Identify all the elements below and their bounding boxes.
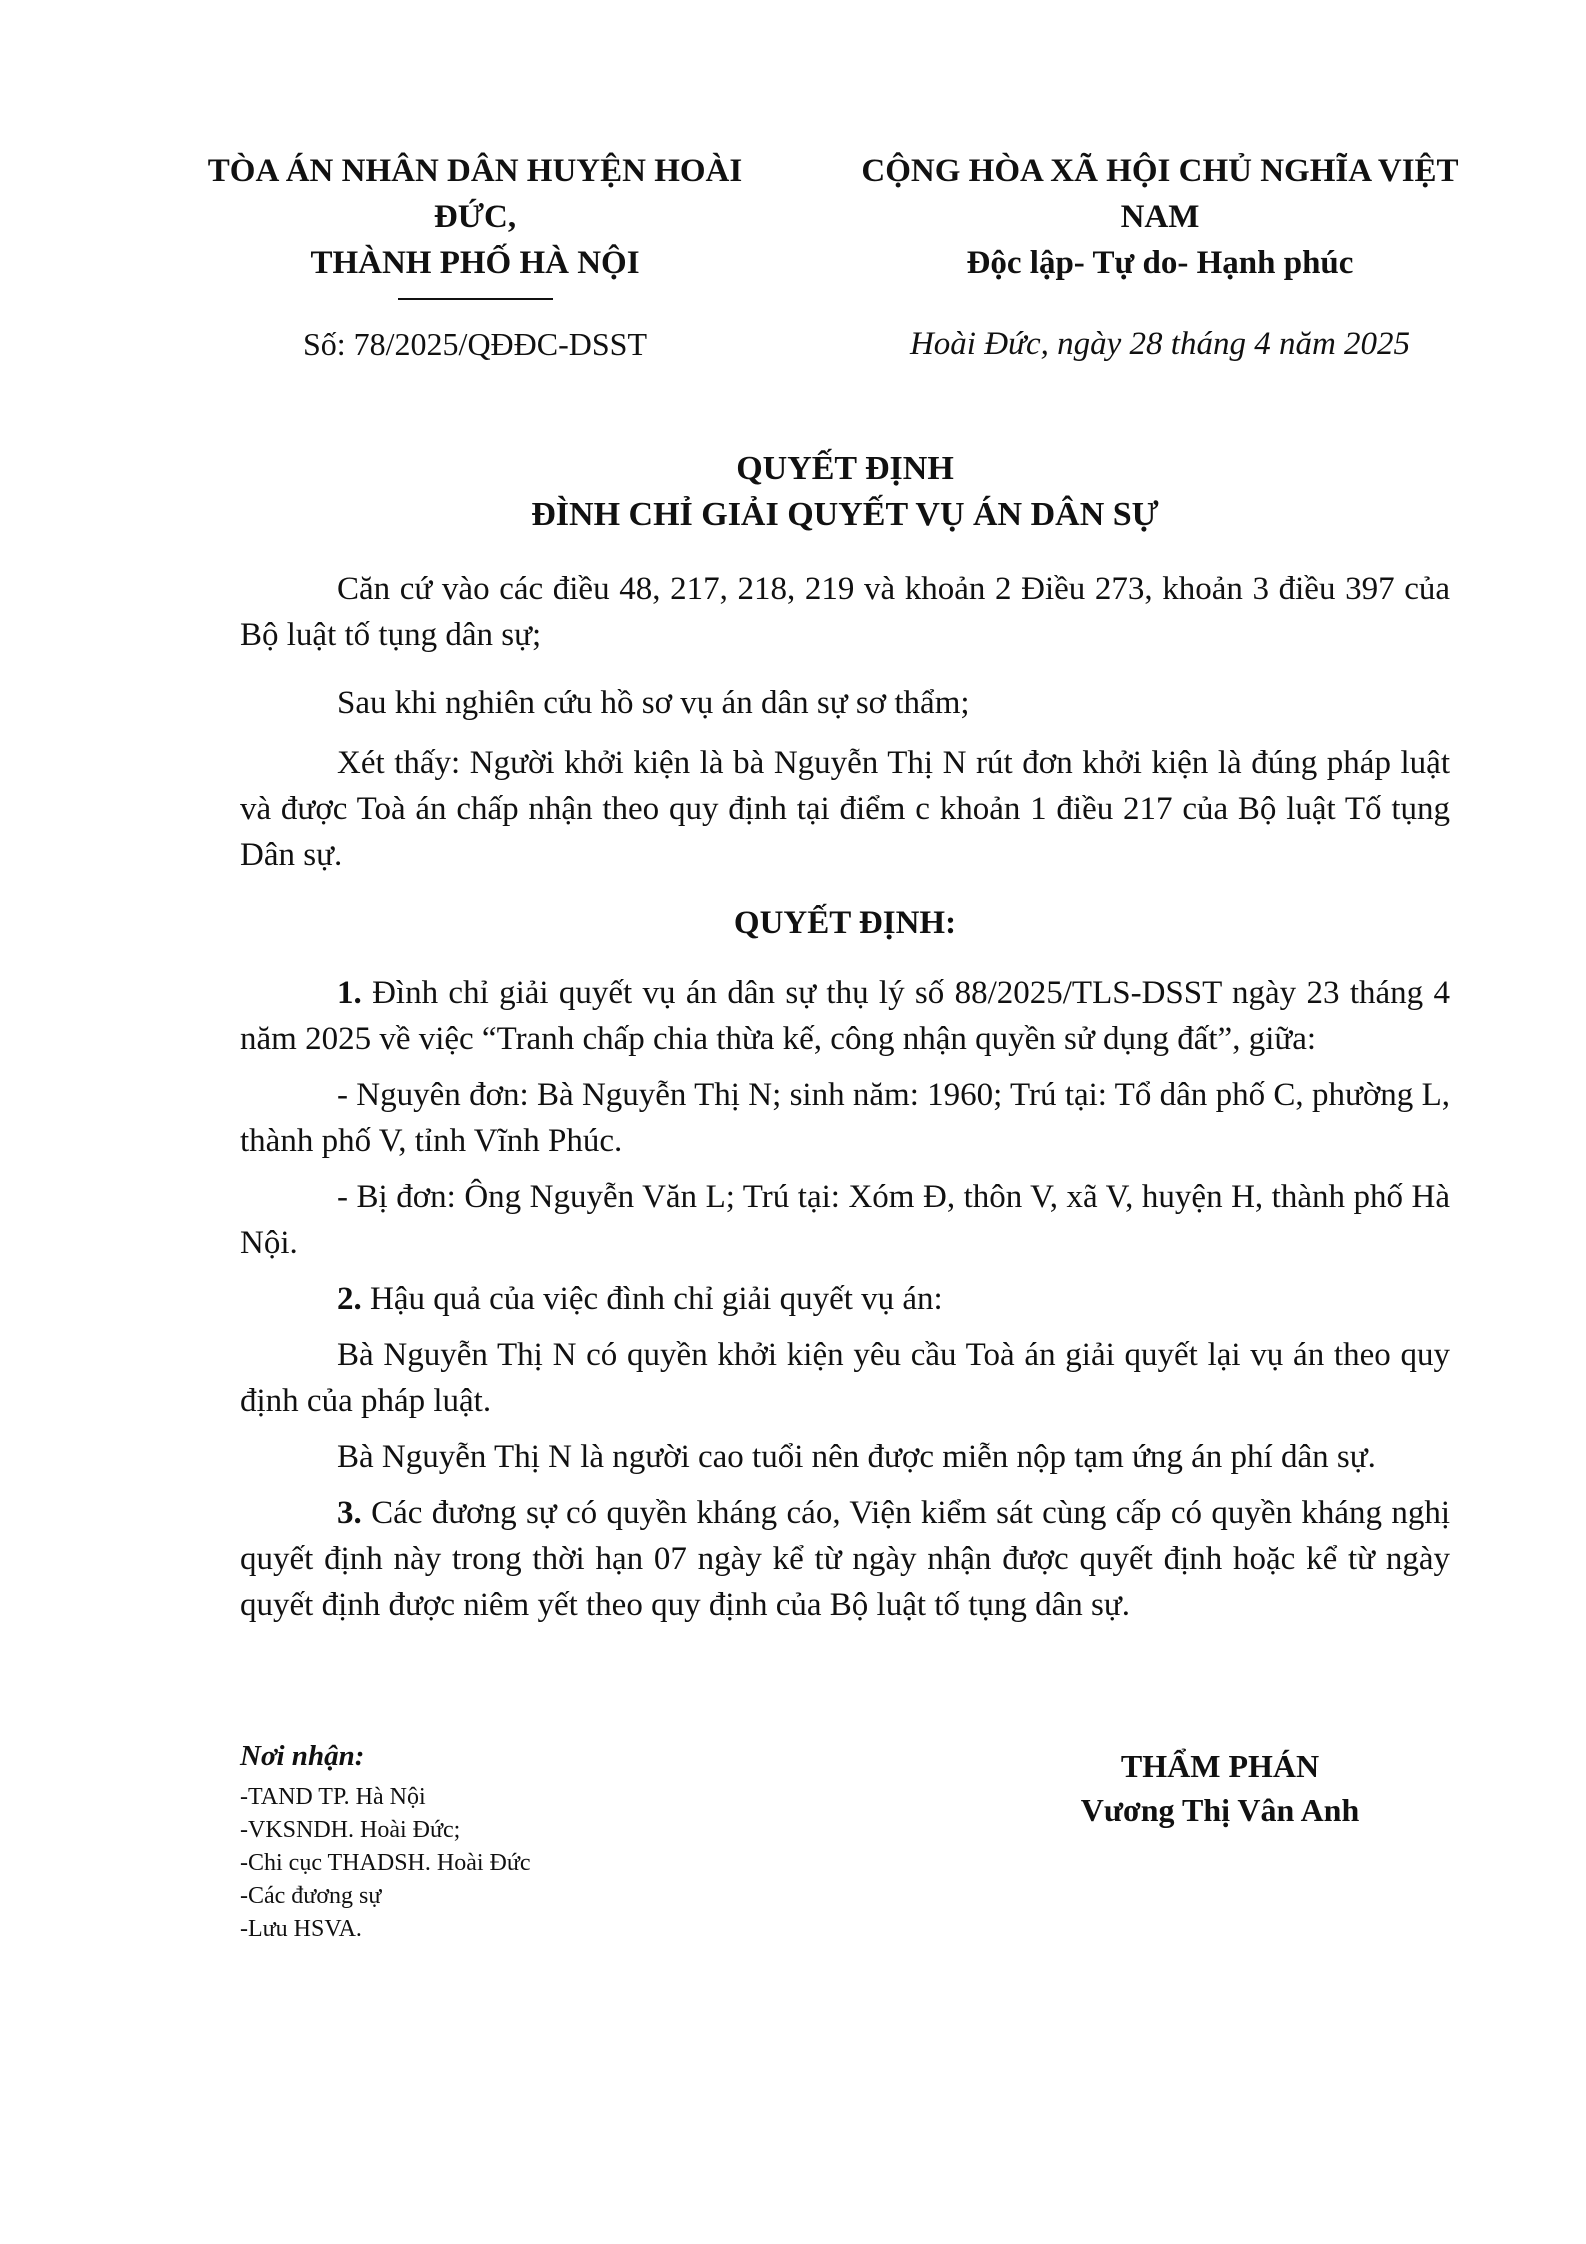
- recipient-item: -Lưu HSVA.: [240, 1916, 362, 1942]
- document-number: Số: 78/2025/QĐĐC-DSST: [302, 326, 648, 362]
- court-name-line2: ĐỨC,: [433, 199, 517, 235]
- header-divider: [398, 298, 553, 300]
- document-title: [240, 446, 1450, 538]
- signer-role: THẨM PHÁN: [1120, 1748, 1320, 1784]
- decision-item-1: [240, 970, 1450, 1062]
- court-name-line1: TÒA ÁN NHÂN DÂN HUYỆN HOÀI: [207, 153, 743, 189]
- recipients-block: [240, 1740, 800, 1946]
- recipient-item: -VKSNDH. Hoài Đức;: [240, 1817, 461, 1843]
- place-and-date: Hoài Đức, ngày 28 tháng 4 năm 2025: [909, 326, 1411, 362]
- consequence-paragraph-1: Bà Nguyễn Thị N có quyền khởi kiện yêu cầu Toà án giải quyết lại vụ án theo quy định của pháp luật.: [240, 1337, 1450, 1419]
- decision-item-2: [240, 1276, 1450, 1322]
- court-header: [165, 148, 785, 300]
- country-name-line1: CỘNG HÒA XÃ HỘI CHỦ NGHĨA VIỆT: [861, 153, 1459, 189]
- recipients-title: Nơi nhận:: [240, 1740, 365, 1772]
- review-paragraph: Sau khi nghiên cứu hồ sơ vụ án dân sự sơ thẩm;: [337, 685, 970, 721]
- signer-name: Vương Thị Vân Anh: [1080, 1792, 1360, 1828]
- consequence-paragraph-2: Bà Nguyễn Thị N là người cao tuổi nên được miễn nộp tạm ứng án phí dân sự.: [337, 1439, 1376, 1475]
- document-body: [240, 566, 1450, 1628]
- decision-heading: QUYẾT ĐỊNH:: [733, 905, 957, 941]
- plaintiff-paragraph: - Nguyên đơn: Bà Nguyễn Thị N; sinh năm: 1960; Trú tại: Tổ dân phố C, phường L, thành phố V, tỉnh Vĩnh Phúc.: [240, 1077, 1450, 1159]
- item-1-number: 1.: [337, 975, 362, 1011]
- item-2-text: Hậu quả của việc đình chỉ giải quyết vụ án:: [361, 1281, 943, 1317]
- recipient-item: -TAND TP. Hà Nội: [240, 1784, 426, 1810]
- item-1-text: Đình chỉ giải quyết vụ án dân sự thụ lý số 88/2025/TLS-DSST ngày 23 tháng 4 năm 2025 về việc “Tranh chấp chia thừa kế, công nhận quyền sử dụng đất”, giữa:: [240, 975, 1450, 1057]
- title-line2: ĐÌNH CHỈ GIẢI QUYẾT VỤ ÁN DÂN SỰ: [531, 496, 1159, 533]
- signature-block: [1010, 1744, 1430, 1832]
- item-3-number: 3.: [337, 1495, 362, 1531]
- title-line1: QUYẾT ĐỊNH: [736, 450, 954, 487]
- recipient-item: -Các đương sự: [240, 1883, 382, 1909]
- defendant-paragraph: - Bị đơn: Ông Nguyễn Văn L; Trú tại: Xóm Đ, thôn V, xã V, huyện H, thành phố Hà Nội.: [240, 1179, 1450, 1261]
- legal-basis-paragraph: Căn cứ vào các điều 48, 217, 218, 219 và khoản 2 Điều 273, khoản 3 điều 397 của Bộ luật tố tụng dân sự;: [240, 571, 1450, 653]
- finding-paragraph: Xét thấy: Người khởi kiện là bà Nguyễn Thị N rút đơn khởi kiện là đúng pháp luật và được Toà án chấp nhận theo quy định tại điểm c khoản 1 điều 217 của Bộ luật Tố tụng Dân sự.: [240, 745, 1450, 873]
- country-name-line2: NAM: [1120, 199, 1200, 235]
- national-header: [830, 148, 1490, 286]
- decision-item-3: [240, 1490, 1450, 1628]
- item-2-number: 2.: [337, 1281, 362, 1317]
- item-3-text: Các đương sự có quyền kháng cáo, Viện kiểm sát cùng cấp có quyền kháng nghị quyết định này trong thời hạn 07 ngày kể từ ngày nhận được quyết định hoặc kể từ ngày quyết định được niêm yết theo quy định của Bộ luật tố tụng dân sự.: [240, 1495, 1450, 1623]
- court-name-line3: THÀNH PHỐ HÀ NỘI: [310, 245, 640, 281]
- recipient-item: -Chi cục THADSH. Hoài Đức: [240, 1850, 531, 1876]
- national-motto: Độc lập- Tự do- Hạnh phúc: [966, 245, 1354, 281]
